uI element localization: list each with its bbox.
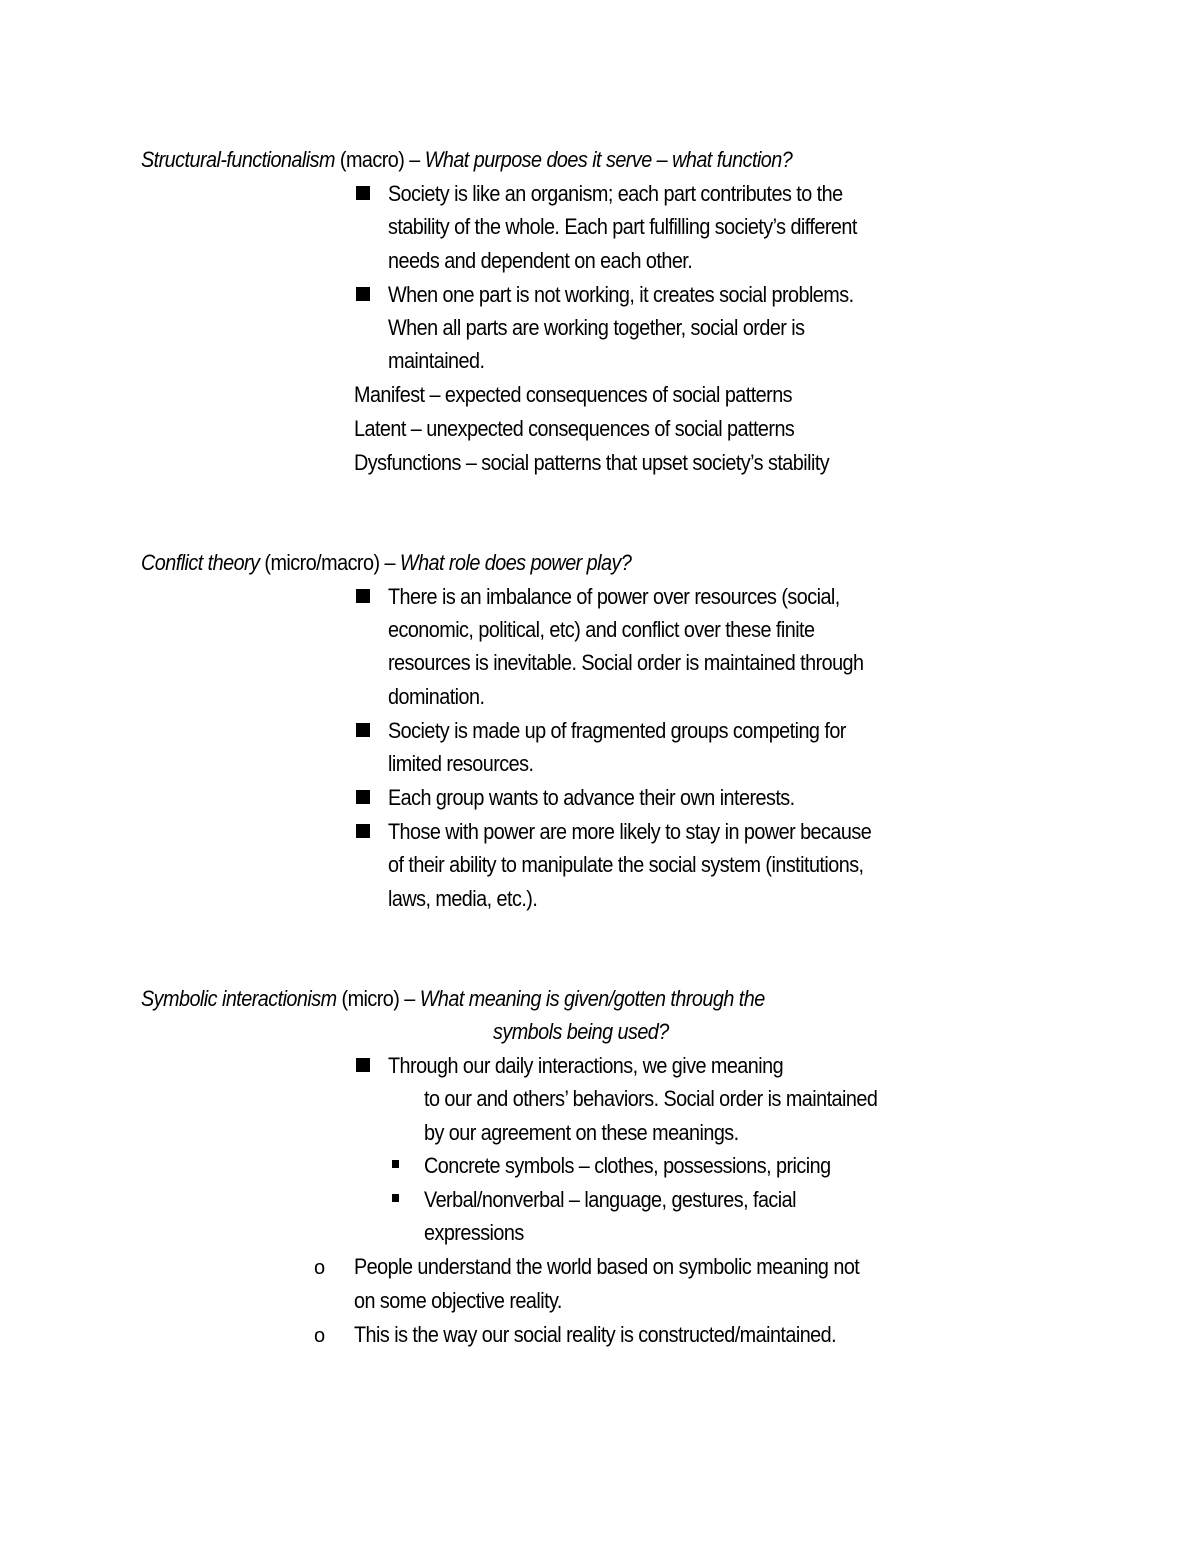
sub-bullet-line: Verbal/nonverbal – language, gestures, facial [424,1187,796,1212]
sub-bullet-line: expressions [424,1220,524,1245]
bullet-line: When one part is not working, it creates social problems. [388,282,854,307]
bullet-line: Through our daily interactions, we give meaning [388,1053,784,1078]
square-bullet-icon [356,824,370,838]
theory-scope: (micro/macro) [264,550,380,575]
theory-title: Structural-functionalism [141,147,335,172]
small-square-bullet-icon [392,1160,399,1168]
theory-scope: (macro) [339,147,405,172]
heading-dash: – [404,147,425,172]
bullet-line: of their ability to manipulate the social system (institutions, [388,852,864,877]
square-bullet-icon [356,287,370,301]
circle-bullet-line: This is the way our social reality is constructed/maintained. [354,1322,837,1347]
square-bullet-icon [356,723,370,737]
theory-question: What purpose does it serve – what function? [424,147,793,172]
circle-bullet-line: People understand the world based on symbolic meaning not [354,1254,860,1279]
bullet-line: Each group wants to advance their own interests. [388,785,795,810]
sub-bullet-line: Concrete symbols – clothes, possessions, pricing [424,1153,831,1178]
bullet-line: to our and others’ behaviors. Social order is maintained [424,1086,878,1111]
bullet-line: stability of the whole. Each part fulfilling society’s different [388,214,857,239]
theory-title: Conflict theory [141,550,260,575]
bullet-line: resources is inevitable. Social order is maintained through [388,650,864,675]
bullet-line: Those with power are more likely to stay in power because [388,819,872,844]
circle-bullet-icon: o [314,1325,326,1347]
term-manifest: Manifest – expected consequences of social patterns [354,382,793,407]
square-bullet-icon [356,589,370,603]
heading-dash: – [379,550,400,575]
theory-title: Symbolic interactionism [141,986,337,1011]
theory-scope: (micro) [341,986,400,1011]
square-bullet-icon [356,790,370,804]
bullet-line: limited resources. [388,751,534,776]
bullet-line: There is an imbalance of power over resources (social, [388,584,840,609]
bullet-line: Society is made up of fragmented groups competing for [388,718,846,743]
bullet-line: laws, media, etc.). [388,886,538,911]
section-heading-symbolic-interactionism [141,985,765,1013]
bullet-line: When all parts are working together, social order is [388,315,805,340]
small-square-bullet-icon [392,1194,399,1202]
circle-bullet-line: on some objective reality. [354,1288,562,1313]
section-heading-conflict-theory [141,549,631,577]
heading-dash: – [399,986,420,1011]
bullet-line: needs and dependent on each other. [388,248,693,273]
bullet-line: Society is like an organism; each part contributes to the [388,181,843,206]
bullet-line: by our agreement on these meanings. [424,1120,739,1145]
square-bullet-icon [356,186,370,200]
term-latent: Latent – unexpected consequences of social patterns [354,416,795,441]
section-heading-structural-functionalism [141,146,792,174]
circle-bullet-icon: o [314,1257,326,1279]
bullet-line: maintained. [388,348,485,373]
theory-question: What meaning is given/gotten through the [419,986,765,1011]
square-bullet-icon [356,1058,370,1072]
theory-question: What role does power play? [399,550,632,575]
bullet-line: domination. [388,684,485,709]
bullet-line: economic, political, etc) and conflict over these finite [388,617,815,642]
theory-question-continued: symbols being used? [493,1019,669,1044]
term-dysfunctions: Dysfunctions – social patterns that upset society’s stability [354,450,830,475]
